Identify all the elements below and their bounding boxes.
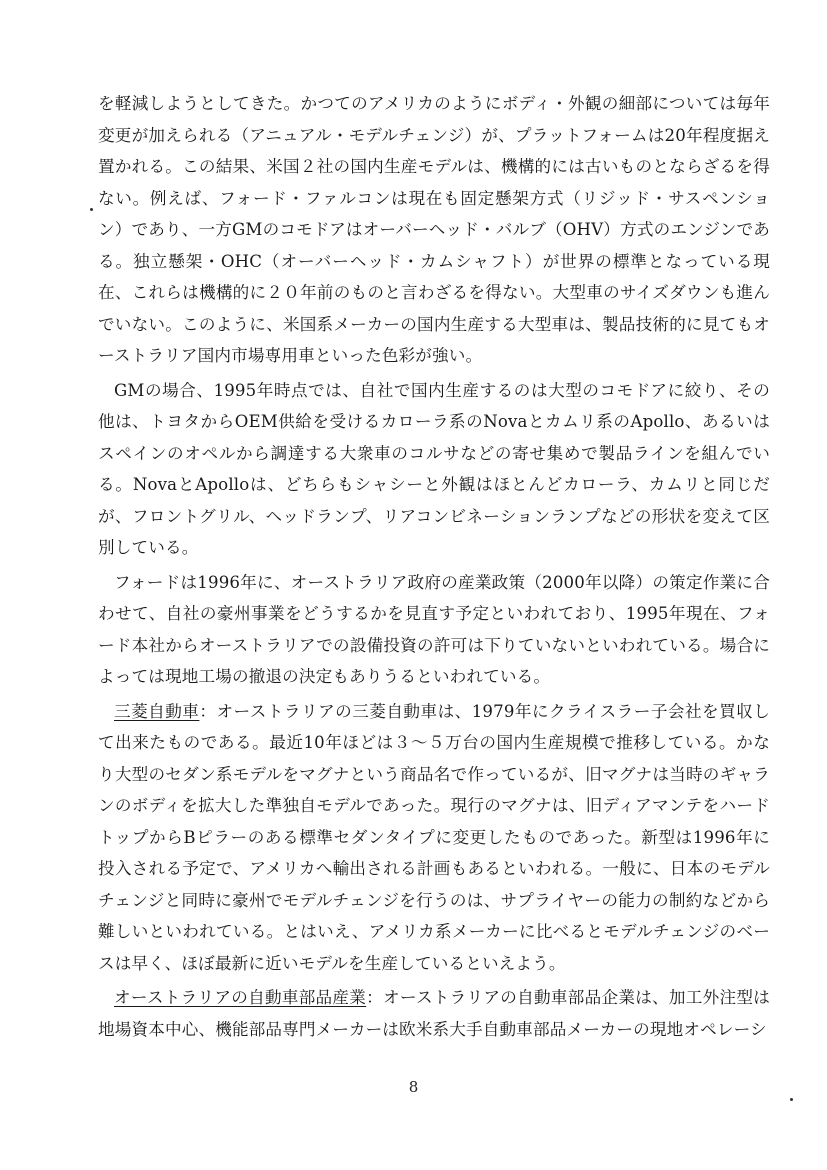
- paragraph-vehicle-technology: [98, 88, 770, 372]
- paragraph-text: ：オーストラリアの三菱自動車は、1979年にクライスラー子会社を買収して出来たものである。最近10年ほどは３～５万台の国内生産規模で推移している。かなり大型のセダン系モデルをマグナという商品名で作っているが、旧マグナは当時のギャランのボディを拡大した準独自モデルであった。現行のマグナは、旧ディアマンテをハードトップからBピラーのある標準セダンタイプに変更したものであった。新型は1996年に投入される予定で、アメリカへ輸出される計画もあるといわれる。一般に、日本のモデルチェンジと同時に豪州でモデルチェンジを行うのは、サプライヤーの能力の制約などから難しいといわれている。とはいえ、アメリカ系メーカーに比べるとモデルチェンジのベースは早く、ほぼ最新に近いモデルを生産しているといえよう。: [98, 701, 771, 973]
- paragraph-gm: [98, 375, 770, 564]
- paragraph-text: を軽減しようとしてきた。かつてのアメリカのようにボディ・外観の細部については毎年変更が加えられる（アニュアル・モデルチェンジ）が、プラットフォームは20年程度据え置かれる。この結果、米国２社の国内生産モデルは、機構的には古いものとならざるを得ない。例えば、フォード・ファルコンは現在も固定懸架方式（リジッド・サスペンション）であり、一方GMのコモドアはオーバーヘッド・バルブ（OHV）方式のエンジンである。独立懸架・OHC（オーバーヘッド・カムシャフト）が世界の標準となっている現在、これらは機構的に２０年前のものと言わざるを得ない。大型車のサイズダウンも進んでいない。このように、米国系メーカーの国内生産する大型車は、製品技術的に見てもオーストラリア国内市場専用車といった色彩が強い。: [98, 94, 770, 365]
- paragraph-ford: [98, 567, 770, 693]
- page-number: 8: [408, 1078, 419, 1096]
- paragraph-text: フォードは1996年に、オーストラリア政府の産業政策（2000年以降）の策定作業に合わせて、自社の豪州事業をどうするかを見直す予定といわれており、1995年現在、フォード本社からオーストラリアでの設備投資の許可は下りていないといわれている。場合によっては現地工場の撤退の決定もありうるといわれている。: [98, 572, 770, 686]
- document-body: [98, 88, 770, 1045]
- scan-speck: [90, 208, 93, 211]
- section-label-mitsubishi: 三菱自動車: [114, 701, 200, 721]
- paragraph-auto-parts-industry: [98, 982, 770, 1045]
- scan-speck: [790, 1098, 793, 1101]
- paragraph-text: GMの場合、1995年時点では、自社で国内生産するのは大型のコモドアに絞り、その他は、トヨタからOEM供給を受けるカローラ系のNovaとカムリ系のApollo、あるいはスペインのオペルから調達する大衆車のコルサなどの寄せ集めで製品ラインを組んでいる。NovaとApolloは、どちらもシャシーと外観はほとんどカローラ、カムリと同じだが、フロントグリル、ヘッドランプ、リアコンビネーションランプなどの形状を変えて区別している。: [98, 380, 770, 557]
- paragraph-text: ：オーストラリアの自動車部品企業は、加工外注型は地場資本中心、機能部品専門メーカーは欧米系大手自動車部品メーカーの現地オペレーシ: [98, 988, 770, 1039]
- section-label-auto-parts: オーストラリアの自動車部品産業: [114, 988, 367, 1007]
- paragraph-mitsubishi: [98, 696, 770, 980]
